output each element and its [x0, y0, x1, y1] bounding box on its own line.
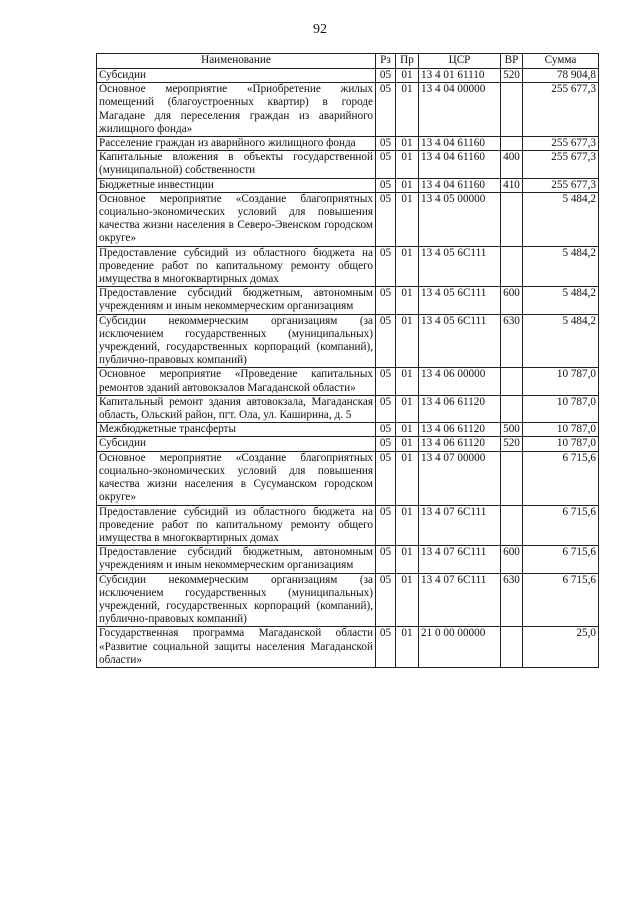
cell-pr: 01: [396, 178, 419, 192]
cell-rz: 05: [376, 395, 396, 422]
cell-name: Предоставление субсидий из областного бюджета на проведение работ по капитальному ремонту общего имущества в многоквартирных домах: [97, 505, 376, 546]
cell-name: Предоставление субсидий бюджетным, автономным учреждениям и иным некоммерческим организациям: [97, 287, 376, 314]
table-row: [97, 423, 599, 437]
cell-sum: 6 715,6: [523, 451, 599, 505]
cell-rz: 05: [376, 246, 396, 287]
cell-rz: 05: [376, 151, 396, 178]
cell-csr: 13 4 01 61110: [419, 69, 501, 83]
cell-name: Субсидии некоммерческим организациям (за исключением государственных (муниципальных) учреждений, государственных корпораций (компаний), публично-правовых компаний): [97, 573, 376, 627]
cell-csr: 13 4 07 6С111: [419, 505, 501, 546]
cell-rz: 05: [376, 69, 396, 83]
cell-pr: 01: [396, 69, 419, 83]
cell-vr: 600: [501, 287, 523, 314]
table-row: [97, 83, 599, 137]
cell-pr: 01: [396, 451, 419, 505]
cell-rz: 05: [376, 423, 396, 437]
cell-csr: 13 4 04 61160: [419, 178, 501, 192]
cell-csr: 13 4 05 6С111: [419, 287, 501, 314]
header-vr: ВР: [501, 54, 523, 69]
cell-csr: 13 4 06 00000: [419, 368, 501, 395]
cell-csr: 13 4 05 6С111: [419, 314, 501, 368]
cell-pr: 01: [396, 246, 419, 287]
cell-csr: 13 4 07 6С111: [419, 546, 501, 573]
cell-sum: 255 677,3: [523, 83, 599, 137]
table-row: [97, 314, 599, 368]
cell-sum: 6 715,6: [523, 505, 599, 546]
cell-vr: 500: [501, 423, 523, 437]
cell-name: Государственная программа Магаданской области «Развитие социальной защиты населения Магаданской области»: [97, 627, 376, 668]
cell-rz: 05: [376, 368, 396, 395]
header-name: Наименование: [97, 54, 376, 69]
cell-csr: 13 4 07 00000: [419, 451, 501, 505]
table-row: [97, 246, 599, 287]
table-row: [97, 437, 599, 451]
cell-name: Субсидии: [97, 437, 376, 451]
cell-vr: 600: [501, 546, 523, 573]
cell-name: Капитальные вложения в объекты государственной (муниципальной) собственности: [97, 151, 376, 178]
cell-csr: 13 4 06 61120: [419, 395, 501, 422]
cell-vr: [501, 395, 523, 422]
cell-rz: 05: [376, 437, 396, 451]
cell-name: Капитальный ремонт здания автовокзала, Магаданская область, Ольский район, пгт. Ола, ул. Каширина, д. 5: [97, 395, 376, 422]
cell-name: Бюджетные инвестиции: [97, 178, 376, 192]
cell-csr: 13 4 07 6С111: [419, 573, 501, 627]
cell-vr: 630: [501, 573, 523, 627]
cell-pr: 01: [396, 423, 419, 437]
cell-pr: 01: [396, 505, 419, 546]
cell-sum: 6 715,6: [523, 573, 599, 627]
table-row: [97, 69, 599, 83]
table-row: [97, 451, 599, 505]
cell-name: Субсидии некоммерческим организациям (за исключением государственных (муниципальных) учреждений, государственных корпораций (компаний), публично-правовых компаний): [97, 314, 376, 368]
cell-vr: [501, 137, 523, 151]
table-row: [97, 573, 599, 627]
cell-pr: 01: [396, 287, 419, 314]
cell-pr: 01: [396, 573, 419, 627]
cell-rz: 05: [376, 137, 396, 151]
cell-sum: 25,0: [523, 627, 599, 668]
cell-sum: 5 484,2: [523, 314, 599, 368]
cell-pr: 01: [396, 137, 419, 151]
cell-vr: [501, 505, 523, 546]
cell-csr: 13 4 06 61120: [419, 423, 501, 437]
table-row: [97, 505, 599, 546]
cell-rz: 05: [376, 505, 396, 546]
cell-sum: 255 677,3: [523, 137, 599, 151]
cell-pr: 01: [396, 368, 419, 395]
page-number: 92: [313, 22, 327, 37]
table-row: [97, 151, 599, 178]
cell-pr: 01: [396, 627, 419, 668]
cell-vr: 630: [501, 314, 523, 368]
table-row: [97, 546, 599, 573]
cell-name: Предоставление субсидий бюджетным, автономным учреждениям и иным некоммерческим организациям: [97, 546, 376, 573]
cell-sum: 255 677,3: [523, 178, 599, 192]
cell-name: Основное мероприятие «Создание благоприятных социально-экономических условий для повышения качества жизни населения в Северо-Эвенском городском округе»: [97, 192, 376, 246]
cell-vr: 410: [501, 178, 523, 192]
table-row: [97, 395, 599, 422]
cell-csr: 13 4 04 61160: [419, 137, 501, 151]
table-row: [97, 192, 599, 246]
cell-sum: 10 787,0: [523, 423, 599, 437]
cell-csr: 13 4 04 00000: [419, 83, 501, 137]
cell-vr: 520: [501, 437, 523, 451]
cell-vr: [501, 192, 523, 246]
cell-name: Субсидии: [97, 69, 376, 83]
cell-rz: 05: [376, 192, 396, 246]
cell-csr: 13 4 05 6С111: [419, 246, 501, 287]
cell-rz: 05: [376, 178, 396, 192]
header-sum: Сумма: [523, 54, 599, 69]
cell-pr: 01: [396, 151, 419, 178]
cell-csr: 13 4 05 00000: [419, 192, 501, 246]
cell-rz: 05: [376, 451, 396, 505]
header-pr: Пр: [396, 54, 419, 69]
cell-vr: [501, 246, 523, 287]
cell-vr: 400: [501, 151, 523, 178]
cell-vr: [501, 451, 523, 505]
cell-sum: 10 787,0: [523, 437, 599, 451]
cell-rz: 05: [376, 546, 396, 573]
table-header-row: [97, 54, 599, 69]
table-row: [97, 368, 599, 395]
header-csr: ЦСР: [419, 54, 501, 69]
cell-name: Основное мероприятие «Проведение капитальных ремонтов зданий автовокзалов Магаданской области»: [97, 368, 376, 395]
cell-sum: 5 484,2: [523, 246, 599, 287]
cell-pr: 01: [396, 83, 419, 137]
cell-name: Основное мероприятие «Приобретение жилых помещений (благоустроенных квартир) в городе Магадане для переселения граждан из аварийного жилищного фонда»: [97, 83, 376, 137]
cell-csr: 13 4 06 61120: [419, 437, 501, 451]
cell-pr: 01: [396, 192, 419, 246]
cell-sum: 5 484,2: [523, 192, 599, 246]
cell-sum: 5 484,2: [523, 287, 599, 314]
cell-name: Основное мероприятие «Создание благоприятных социально-экономических условий для повышения качества жизни населения в Сусуманском городском округе»: [97, 451, 376, 505]
cell-vr: [501, 627, 523, 668]
cell-pr: 01: [396, 437, 419, 451]
cell-rz: 05: [376, 83, 396, 137]
cell-pr: 01: [396, 314, 419, 368]
table-row: [97, 287, 599, 314]
cell-rz: 05: [376, 287, 396, 314]
table-row: [97, 627, 599, 668]
cell-csr: 13 4 04 61160: [419, 151, 501, 178]
table-row: [97, 178, 599, 192]
cell-pr: 01: [396, 395, 419, 422]
cell-sum: 255 677,3: [523, 151, 599, 178]
cell-vr: 520: [501, 69, 523, 83]
cell-name: Межбюджетные трансферты: [97, 423, 376, 437]
header-rz: Рз: [376, 54, 396, 69]
cell-name: Предоставление субсидий из областного бюджета на проведение работ по капитальному ремонту общего имущества в многоквартирных домах: [97, 246, 376, 287]
cell-sum: 10 787,0: [523, 368, 599, 395]
cell-rz: 05: [376, 627, 396, 668]
cell-sum: 78 904,8: [523, 69, 599, 83]
cell-pr: 01: [396, 546, 419, 573]
cell-vr: [501, 83, 523, 137]
cell-rz: 05: [376, 314, 396, 368]
cell-vr: [501, 368, 523, 395]
cell-rz: 05: [376, 573, 396, 627]
budget-table: [96, 53, 599, 668]
cell-sum: 6 715,6: [523, 546, 599, 573]
cell-name: Расселение граждан из аварийного жилищного фонда: [97, 137, 376, 151]
cell-sum: 10 787,0: [523, 395, 599, 422]
cell-csr: 21 0 00 00000: [419, 627, 501, 668]
table-row: [97, 137, 599, 151]
